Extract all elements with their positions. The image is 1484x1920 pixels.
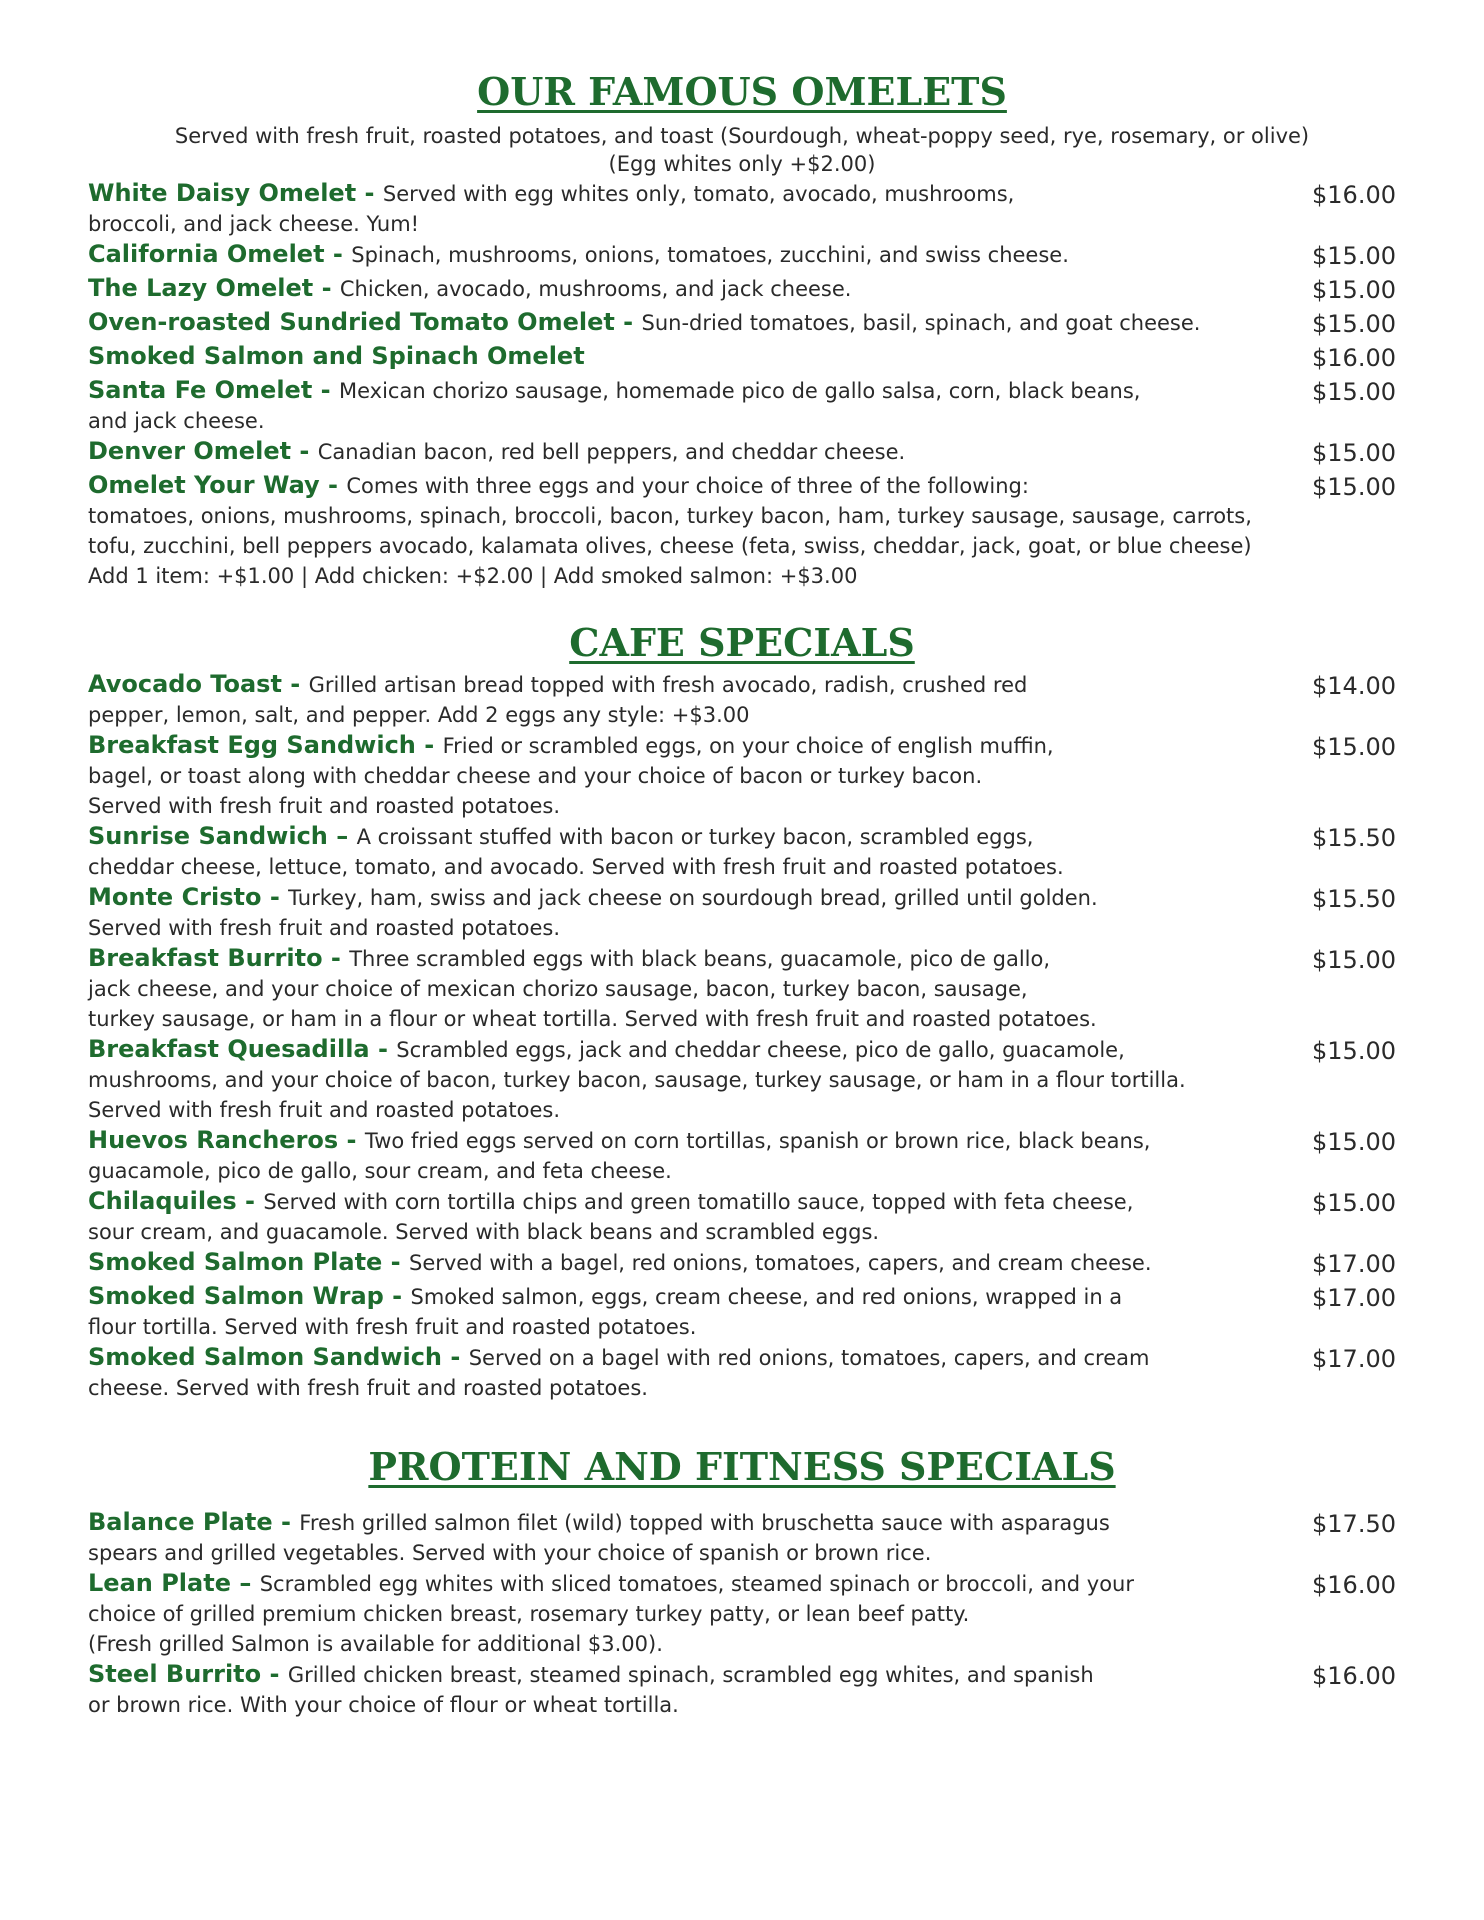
- menu-item-name: Monte Cristo -: [88, 883, 289, 911]
- menu-item-first-line: [88, 1659, 1282, 1690]
- menu-item-price: $15.00: [1312, 378, 1396, 406]
- menu-item-price: $15.00: [1312, 946, 1396, 974]
- menu-item-name: Sunrise Sandwich –: [88, 822, 357, 850]
- menu-item-text: [88, 178, 1296, 239]
- menu-item-text: [88, 882, 1296, 943]
- menu-item-name: Smoked Salmon Plate -: [88, 1248, 409, 1276]
- menu-item-name: Santa Fe Omelet -: [88, 376, 339, 404]
- menu-item: [88, 341, 1396, 375]
- menu-item-description: Comes with three eggs and your choice of three of the following:: [346, 474, 1029, 498]
- menu-item-price: $16.00: [1312, 344, 1396, 372]
- menu-item-price: $15.00: [1312, 1128, 1396, 1156]
- menu-item-description: Scrambled egg whites with sliced tomatoes, steamed spinach or broccoli, and your: [259, 1572, 1134, 1596]
- menu-item-text: [88, 1247, 1296, 1278]
- menu-item-price: $16.00: [1312, 181, 1396, 209]
- section-title-cafe: CAFE SPECIALS: [569, 620, 915, 665]
- menu-item-price: $15.50: [1312, 885, 1396, 913]
- menu-item-name: California Omelet -: [88, 240, 352, 268]
- menu-item: [88, 669, 1396, 730]
- menu-item-description: tomatoes, onions, mushrooms, spinach, broccoli, bacon, turkey bacon, ham, turkey sausage, sausage, carrots,: [88, 504, 1252, 528]
- menu-item-description: Scrambled eggs, jack and cheddar cheese, pico de gallo, guacamole,: [396, 1038, 1125, 1062]
- menu-item-first-line: [88, 1034, 1282, 1065]
- menu-item-first-line: [88, 341, 1282, 372]
- menu-item-description: Mexican chorizo sausage, homemade pico de gallo salsa, corn, black beans,: [338, 379, 1141, 403]
- menu-item-text: [88, 1281, 1296, 1342]
- menu-item-first-line: [88, 1342, 1282, 1373]
- omelets-subtitle-line: Served with fresh fruit, roasted potatoes, and toast (Sourdough, wheat-poppy seed, rye, rosemary, or olive): [174, 124, 1310, 148]
- menu-item-description: Fried or scrambled eggs, on your choice of english muffin,: [442, 734, 1054, 758]
- menu-item: [88, 1034, 1396, 1125]
- menu-item-description: jack cheese, and your choice of mexican chorizo sausage, bacon, turkey bacon, sausage,: [88, 977, 1028, 1001]
- menu-item-text: [88, 1507, 1296, 1568]
- menu-item: [88, 1247, 1396, 1281]
- menu-item-price: $15.00: [1312, 242, 1396, 270]
- menu-item: [88, 821, 1396, 882]
- menu-item-description: Grilled artisan bread topped with fresh avocado, radish, crushed red: [308, 673, 1028, 697]
- menu-item-name: Smoked Salmon and Spinach Omelet: [88, 342, 585, 370]
- menu-item-text: [88, 1342, 1296, 1403]
- menu-item-text: [88, 821, 1296, 882]
- menu-item: [88, 730, 1396, 821]
- menu-item: [88, 1507, 1396, 1568]
- menu-item: [88, 307, 1396, 341]
- menu-item-name: Omelet Your Way -: [88, 471, 347, 499]
- menu-item-description: Grilled chicken breast, steamed spinach, scrambled egg whites, and spanish: [287, 1663, 1094, 1687]
- menu-item: [88, 375, 1396, 436]
- menu-item-description: broccoli, and jack cheese. Yum!: [88, 212, 420, 236]
- menu-item-text: [88, 239, 1296, 270]
- omelets-subtitle: [88, 122, 1396, 178]
- menu-item-description: Served with fresh fruit and roasted potatoes.: [88, 916, 561, 940]
- menu-item-description: guacamole, pico de gallo, sour cream, and feta cheese.: [88, 1159, 672, 1183]
- menu-item-text: [88, 307, 1296, 338]
- menu-item-name: Lean Plate –: [88, 1569, 260, 1597]
- menu-item-first-line: [88, 821, 1282, 852]
- menu-item-description: sour cream, and guacamole. Served with black beans and scrambled eggs.: [88, 1220, 880, 1244]
- menu-item-text: [88, 943, 1296, 1034]
- menu-item-first-line: [88, 307, 1282, 338]
- menu-item-text: [88, 1034, 1296, 1125]
- menu-item-description: or brown rice. With your choice of flour or wheat tortilla.: [88, 1693, 679, 1717]
- menu-item-name: Breakfast Burrito -: [88, 944, 350, 972]
- menu-item: [88, 1281, 1396, 1342]
- menu-item-price: $17.50: [1312, 1510, 1396, 1538]
- menu-item-name: White Daisy Omelet -: [88, 179, 383, 207]
- menu-item-text: [88, 669, 1296, 730]
- menu-item-text: [88, 375, 1296, 436]
- menu-item-description: Smoked salmon, eggs, cream cheese, and red onions, wrapped in a: [410, 1285, 1123, 1309]
- menu-item-description: Canadian bacon, red bell peppers, and cheddar cheese.: [317, 440, 906, 464]
- omelets-list: [88, 178, 1396, 591]
- menu-item: [88, 1186, 1396, 1247]
- menu-item-text: [88, 1125, 1296, 1186]
- menu-item-description: tofu, zucchini, bell peppers avocado, kalamata olives, cheese (feta, swiss, cheddar, jack, goat, or blue cheese): [88, 534, 1252, 558]
- menu-item: [88, 1125, 1396, 1186]
- menu-item: [88, 1659, 1396, 1720]
- menu-item-price: $15.00: [1312, 310, 1396, 338]
- menu-item-first-line: [88, 1281, 1282, 1312]
- menu-item-price: $15.00: [1312, 439, 1396, 467]
- menu-item-price: $17.00: [1312, 1345, 1396, 1373]
- menu-item-name: Balance Plate -: [88, 1508, 300, 1536]
- menu-item-text: [88, 341, 1296, 372]
- menu-item-text: [88, 730, 1296, 821]
- menu-item-description: choice of grilled premium chicken breast, rosemary turkey patty, or lean beef patty.: [88, 1602, 970, 1626]
- menu-item-first-line: [88, 375, 1282, 406]
- menu-item-name: Smoked Salmon Sandwich -: [88, 1343, 469, 1371]
- menu-item-text: [88, 1659, 1296, 1720]
- menu-item-description: pepper, lemon, salt, and pepper. Add 2 eggs any style: +$3.00: [88, 703, 750, 727]
- menu-item: [88, 273, 1396, 307]
- omelets-subtitle-line: (Egg whites only +$2.00): [608, 152, 876, 176]
- menu-item-description: cheese. Served with fresh fruit and roasted potatoes.: [88, 1376, 648, 1400]
- menu-item-description: Sun-dried tomatoes, basil, spinach, and goat cheese.: [641, 311, 1201, 335]
- menu-item-description: Served with egg whites only, tomato, avocado, mushrooms,: [382, 182, 1015, 206]
- menu-item-description: and jack cheese.: [88, 409, 265, 433]
- menu-item-price: $15.00: [1312, 733, 1396, 761]
- menu-item-first-line: [88, 730, 1282, 761]
- menu-item-price: $15.00: [1312, 276, 1396, 304]
- menu-item-text: [88, 470, 1296, 591]
- menu-item-description: Served with corn tortilla chips and green tomatillo sauce, topped with feta cheese,: [263, 1190, 1134, 1214]
- menu-item-name: Breakfast Egg Sandwich -: [88, 731, 443, 759]
- menu-item-description: Served on a bagel with red onions, tomatoes, capers, and cream: [468, 1346, 1150, 1370]
- menu-item-text: [88, 1186, 1296, 1247]
- menu-item: [88, 882, 1396, 943]
- menu-item-price: $16.00: [1312, 1662, 1396, 1690]
- section-title-omelets: OUR FAMOUS OMELETS: [477, 69, 1007, 114]
- menu-item-first-line: [88, 1186, 1282, 1217]
- menu-item: [88, 178, 1396, 239]
- menu-item-text: [88, 1568, 1296, 1659]
- menu-item-price: $17.00: [1312, 1250, 1396, 1278]
- menu-item-first-line: [88, 470, 1282, 501]
- menu-item-first-line: [88, 239, 1282, 270]
- menu-item-price: $15.50: [1312, 824, 1396, 852]
- menu-item-name: Avocado Toast -: [88, 670, 309, 698]
- menu-item: [88, 470, 1396, 591]
- menu-item-description: Three scrambled eggs with black beans, guacamole, pico de gallo,: [349, 947, 1051, 971]
- menu-item-name: Oven-roasted Sundried Tomato Omelet -: [88, 308, 642, 336]
- menu-item-description: bagel, or toast along with cheddar cheese and your choice of bacon or turkey bacon.: [88, 764, 983, 788]
- menu-item-description: (Fresh grilled Salmon is available for additional $3.00).: [88, 1632, 663, 1656]
- menu-item-description: Spinach, mushrooms, onions, tomatoes, zucchini, and swiss cheese.: [351, 243, 1069, 267]
- menu-item-description: Two fried eggs served on corn tortillas, spanish or brown rice, black beans,: [364, 1129, 1151, 1153]
- cafe-list: [88, 669, 1396, 1403]
- menu-item-name: Steel Burrito -: [88, 1660, 288, 1688]
- menu-item-text: [88, 436, 1296, 467]
- menu-item-name: Breakfast Quesadilla -: [88, 1035, 397, 1063]
- menu-item-price: $16.00: [1312, 1571, 1396, 1599]
- menu-item-first-line: [88, 1568, 1282, 1599]
- menu-item-description: A croissant stuffed with bacon or turkey bacon, scrambled eggs,: [356, 825, 1034, 849]
- menu-item: [88, 239, 1396, 273]
- menu-item: [88, 943, 1396, 1034]
- menu-item-name: Smoked Salmon Wrap -: [88, 1282, 411, 1310]
- menu-item: [88, 1342, 1396, 1403]
- menu-item: [88, 436, 1396, 470]
- menu-item-description: Served with fresh fruit and roasted potatoes.: [88, 794, 561, 818]
- menu-item-text: [88, 273, 1296, 304]
- menu-item-description: Turkey, ham, swiss and jack cheese on sourdough bread, grilled until golden.: [288, 886, 1098, 910]
- menu-item-price: $17.00: [1312, 1284, 1396, 1312]
- menu-item-description: Chicken, avocado, mushrooms, and jack cheese.: [339, 277, 852, 301]
- menu-item-description: flour tortilla. Served with fresh fruit and roasted potatoes.: [88, 1315, 697, 1339]
- menu-item: [88, 1568, 1396, 1659]
- menu-item-first-line: [88, 178, 1282, 209]
- menu-item-description: turkey sausage, or ham in a flour or wheat tortilla. Served with fresh fruit and roasted potatoes.: [88, 1007, 1097, 1031]
- menu-item-first-line: [88, 436, 1282, 467]
- menu-item-description: cheddar cheese, lettuce, tomato, and avocado. Served with fresh fruit and roasted potatoes.: [88, 855, 1064, 879]
- section-title-protein: PROTEIN AND FITNESS SPECIALS: [368, 1444, 1116, 1489]
- menu-item-name: The Lazy Omelet -: [88, 274, 340, 302]
- menu-item-first-line: [88, 1125, 1282, 1156]
- menu-item-first-line: [88, 882, 1282, 913]
- menu-item-name: Denver Omelet -: [88, 437, 318, 465]
- menu-item-description: Fresh grilled salmon filet (wild) topped with bruschetta sauce with asparagus: [299, 1511, 1110, 1535]
- menu-item-price: $14.00: [1312, 672, 1396, 700]
- menu-item-first-line: [88, 669, 1282, 700]
- menu-item-price: $15.00: [1312, 1189, 1396, 1217]
- menu-item-first-line: [88, 943, 1282, 974]
- menu-item-first-line: [88, 273, 1282, 304]
- protein-list: [88, 1507, 1396, 1720]
- menu-item-first-line: [88, 1507, 1282, 1538]
- menu-item-description: Served with fresh fruit and roasted potatoes.: [88, 1098, 561, 1122]
- menu-item-name: Chilaquiles -: [88, 1187, 264, 1215]
- menu-item-name: Huevos Rancheros -: [88, 1126, 365, 1154]
- menu-item-description: Add 1 item: +$1.00 | Add chicken: +$2.00 | Add smoked salmon: +$3.00: [88, 564, 858, 588]
- menu-item-description: mushrooms, and your choice of bacon, turkey bacon, sausage, turkey sausage, or ham in a flour tortilla.: [88, 1068, 1186, 1092]
- menu-item-first-line: [88, 1247, 1282, 1278]
- menu-item-price: $15.00: [1312, 473, 1396, 501]
- menu-item-description: spears and grilled vegetables. Served with your choice of spanish or brown rice.: [88, 1541, 932, 1565]
- menu-item-description: Served with a bagel, red onions, tomatoes, capers, and cream cheese.: [409, 1251, 1152, 1275]
- menu-item-price: $15.00: [1312, 1037, 1396, 1065]
